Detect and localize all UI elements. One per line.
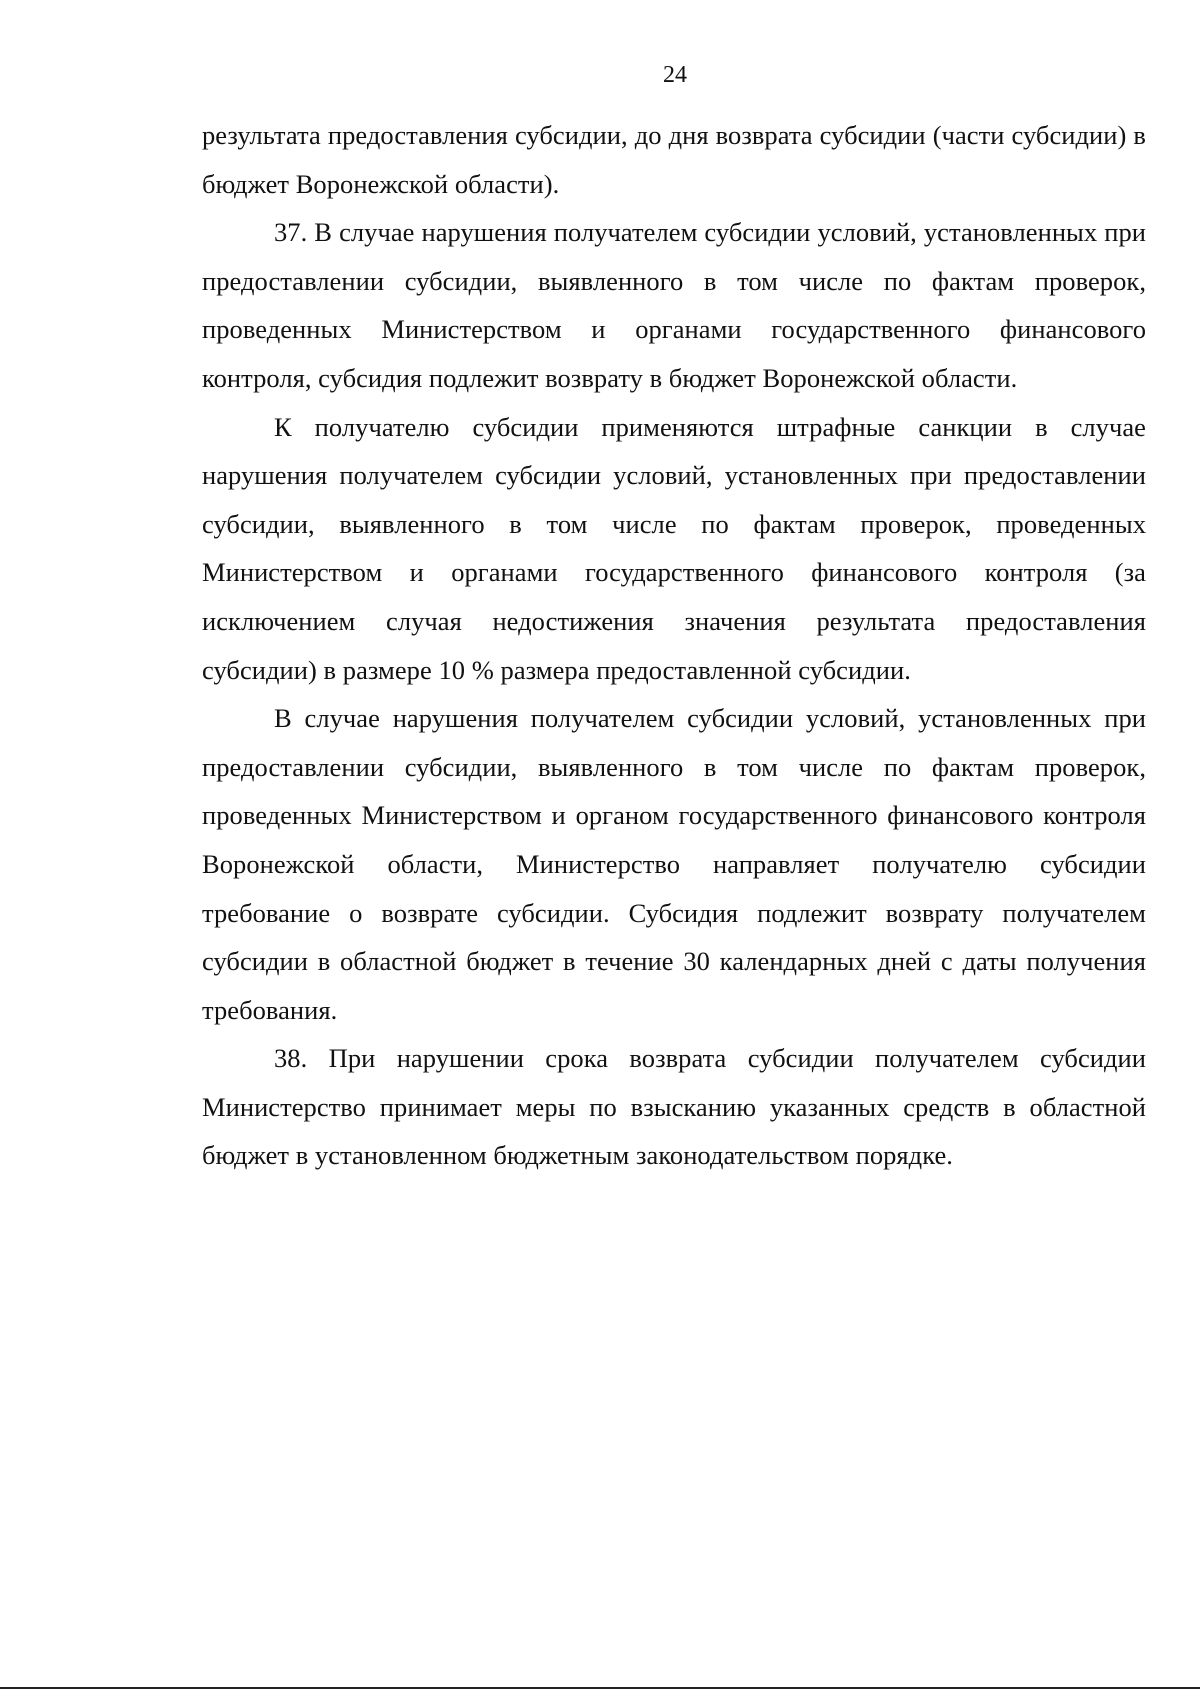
paragraph-clause-37: 37. В случае нарушения получателем субсидии условий, установленных при предоставлении субсидии, выявленного в том числе по фактам проверок, проведенных Министерством и органами государственного финансового контроля, субсидия подлежит возврату в бюджет Воронежской области. [202, 217, 1146, 393]
paragraph-refund-requirement: В случае нарушения получателем субсидии условий, установленных при предоставлении субсидии, выявленного в том числе по фактам проверок, проведенных Министерством и органом государственного финансового контроля Воронежской области, Министерство направляет получателю субсидии требование о возврате субсидии. Субсидия подлежит возврату получателем субсидии в областной бюджет в течение 30 календарных дней с даты получения требования. [202, 703, 1146, 1025]
document-body [202, 111, 1146, 1180]
paragraph-clause-38: 38. При нарушении срока возврата субсидии получателем субсидии Министерство принимает меры по взысканию указанных средств в областной бюджет в установленном бюджетным законодательством порядке. [202, 1043, 1146, 1171]
paragraph-penalty-sanctions: К получателю субсидии применяются штрафные санкции в случае нарушения получателем субсидии условий, установленных при предоставлении субсидии, выявленного в том числе по фактам проверок, проведенных Министерством и органами государственного финансового контроля (за исключением случая недостижения значения результата предоставления субсидии) в размере 10 % размера предоставленной субсидии. [202, 411, 1146, 685]
page-bottom-rule [0, 1687, 1200, 1689]
page-number: 24 [663, 62, 687, 88]
paragraph-continuation: результата предоставления субсидии, до дня возврата субсидии (части субсидии) в бюджет Воронежской области). [202, 120, 1146, 199]
